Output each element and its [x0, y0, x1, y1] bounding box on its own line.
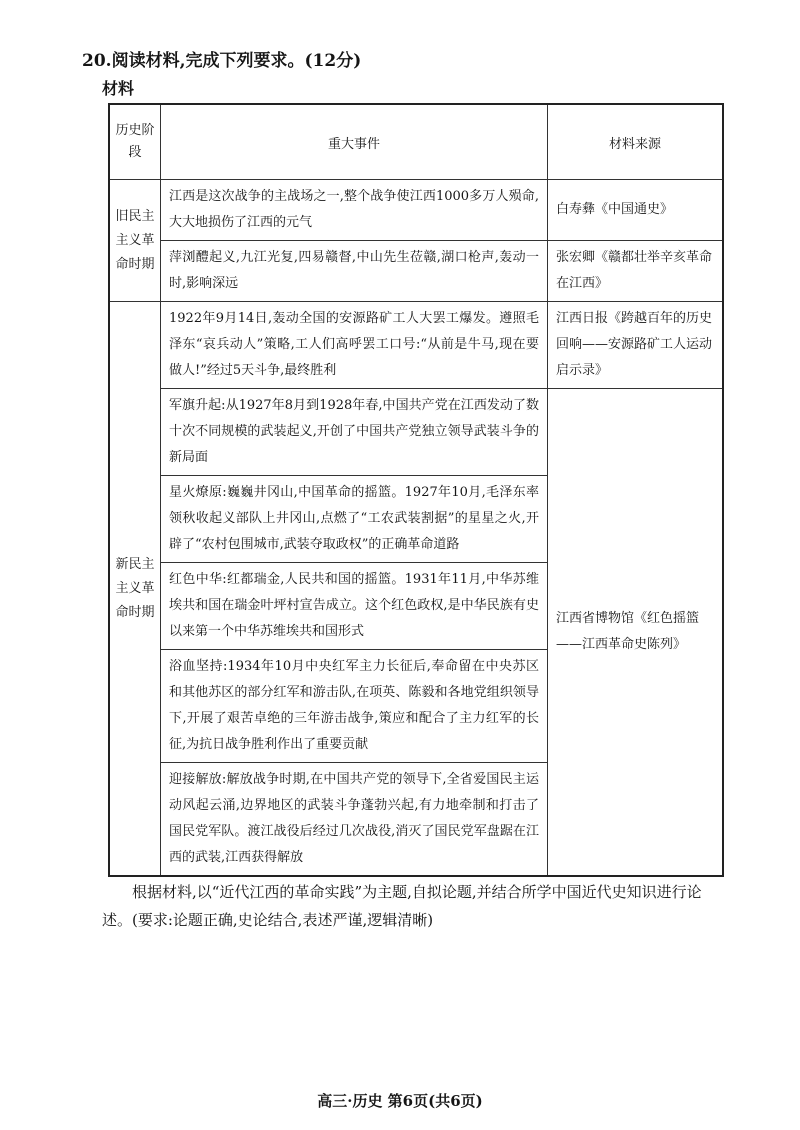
- source-cell: 张宏卿《赣都壮举辛亥革命在江西》: [548, 241, 724, 302]
- stage-new-democratic: 新民主主义革命时期: [109, 302, 161, 877]
- table-row: [109, 389, 723, 476]
- stage-old-democratic: 旧民主主义革命时期: [109, 180, 161, 302]
- event-cell: 红色中华:红都瑞金,人民共和国的摇篮。1931年11月,中华苏维埃共和国在瑞金叶坪村宣告成立。这个红色政权,是中华民族有史以来第一个中华苏维埃共和国形式: [161, 563, 548, 650]
- event-cell: 星火燎原:巍巍井冈山,中国革命的摇篮。1927年10月,毛泽东率领秋收起义部队上井冈山,点燃了“工农武装割据”的星星之火,开辟了“农村包围城市,武装夺取政权”的正确革命道路: [161, 476, 548, 563]
- event-cell: 浴血坚持:1934年10月中央红军主力长征后,奉命留在中央苏区和其他苏区的部分红军和游击队,在项英、陈毅和各地党组织领导下,开展了艰苦卓绝的三年游击战争,策应和配合了主力红军的长征,为抗日战争胜利作出了重要贡献: [161, 650, 548, 763]
- header-event: 重大事件: [161, 104, 548, 180]
- material-table: [108, 103, 724, 877]
- source-cell: 白寿彝《中国通史》: [548, 180, 724, 241]
- table-header-row: [109, 104, 723, 180]
- page-footer: 高三·历史 第6页(共6页): [317, 1092, 483, 1110]
- table-row: [109, 180, 723, 241]
- material-label: 材料: [102, 79, 135, 98]
- header-source: 材料来源: [548, 104, 724, 180]
- table-row: [109, 302, 723, 389]
- event-cell: 迎接解放:解放战争时期,在中国共产党的领导下,全省爱国民主运动风起云涌,边界地区的武装斗争蓬勃兴起,有力地牵制和打击了国民党军队。渡江战役后经过几次战役,消灭了国民党军盘踞在江西的武装,江西获得解放: [161, 763, 548, 877]
- event-cell: 江西是这次战争的主战场之一,整个战争使江西1000多万人殒命,大大地损伤了江西的元气: [161, 180, 548, 241]
- event-cell: 萍浏醴起义,九江光复,四易赣督,中山先生莅赣,湖口枪声,轰动一时,影响深远: [161, 241, 548, 302]
- table-row: [109, 241, 723, 302]
- event-cell: 1922年9月14日,轰动全国的安源路矿工人大罢工爆发。遵照毛泽东“哀兵动人”策略,工人们高呼罢工口号:“从前是牛马,现在要做人!”经过5天斗争,最终胜利: [161, 302, 548, 389]
- header-stage: 历史阶段: [109, 104, 161, 180]
- task-instruction: 根据材料,以“近代江西的革命实践”为主题,自拟论题,并结合所学中国近代史知识进行论述。(要求:论题正确,史论结合,表述严谨,逻辑清晰): [102, 883, 702, 929]
- question-title: 20.阅读材料,完成下列要求。(12分): [82, 51, 362, 71]
- event-cell: 军旗升起:从1927年8月到1928年春,中国共产党在江西发动了数十次不同规模的武装起义,开创了中国共产党独立领导武装斗争的新局面: [161, 389, 548, 476]
- source-cell: 江西日报《跨越百年的历史回响——安源路矿工人运动启示录》: [548, 302, 724, 389]
- source-cell-merged: 江西省博物馆《红色摇篮——江西革命史陈列》: [548, 389, 724, 877]
